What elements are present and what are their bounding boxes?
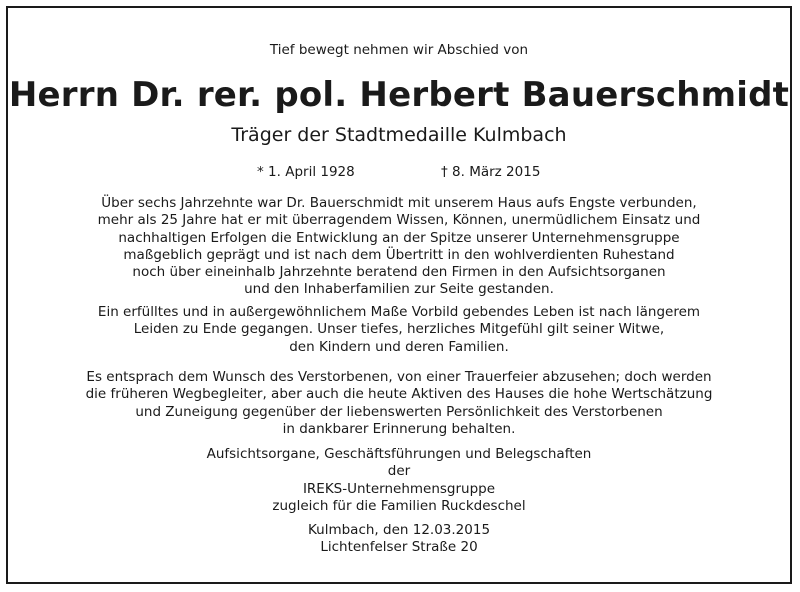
address: Lichtenfelser Straße 20 (320, 539, 478, 556)
text-line: Ein erfülltes und in außergewöhnlichem Maße Vorbild gebendes Leben ist nach längerem (97, 304, 701, 320)
paragraph-career (8, 195, 790, 299)
signature-block (8, 446, 790, 515)
death-date: † 8. März 2015 (441, 164, 541, 180)
obituary-notice (6, 6, 792, 584)
text-line: nachhaltigen Erfolgen die Entwicklung an der Spitze unserer Unternehmensgruppe (118, 229, 680, 246)
text-line: die früheren Wegbegleiter, aber auch die heute Aktiven des Hauses die hohe Wertschätzung (85, 386, 713, 403)
paragraph-remembrance (8, 369, 790, 438)
birth-date: * 1. April 1928 (257, 164, 355, 180)
text-line: Leiden zu Ende gegangen. Unser tiefes, herzliches Mitgefühl gilt seiner Witwe, (133, 321, 665, 338)
signature-line: der (387, 463, 411, 480)
text-line: Über sechs Jahrzehnte war Dr. Bauerschmidt mit unserem Haus aufs Engste verbunden, (101, 195, 697, 211)
paragraph-condolence (8, 304, 790, 356)
text-line: und Zuneigung gegenüber der liebenswerten Persönlichkeit des Verstorbenen (135, 403, 663, 420)
company-name: IREKS-Unternehmensgruppe (302, 480, 496, 497)
text-line: in dankbarer Erinnerung behalten. (282, 420, 516, 437)
place-date-block (8, 522, 790, 557)
signature-line: zugleich für die Familien Ruckdeschel (272, 497, 526, 514)
text-line: den Kindern und deren Familien. (289, 338, 509, 355)
place-date: Kulmbach, den 12.03.2015 (307, 522, 491, 538)
text-line: und den Inhaberfamilien zur Seite gestanden. (244, 281, 554, 298)
text-line: noch über eineinhalb Jahrzehnte beratend den Firmen in den Aufsichtsorganen (132, 264, 666, 281)
deceased-name: Herrn Dr. rer. pol. Herbert Bauerschmidt (8, 75, 790, 115)
text-line: mehr als 25 Jahre hat er mit überragendem Wissen, Können, unermüdlichem Einsatz und (97, 212, 701, 229)
intro-text: Tief bewegt nehmen wir Abschied von (269, 42, 529, 58)
signature-line: Aufsichtsorgane, Geschäftsführungen und Belegschaften (206, 446, 592, 462)
text-line: Es entsprach dem Wunsch des Verstorbenen, von einer Trauerfeier abzusehen; doch werden (86, 369, 712, 385)
text-line: maßgeblich geprägt und ist nach dem Übertritt in den wohlverdienten Ruhestand (123, 246, 675, 263)
honor-title: Träger der Stadtmedaille Kulmbach (231, 124, 567, 146)
